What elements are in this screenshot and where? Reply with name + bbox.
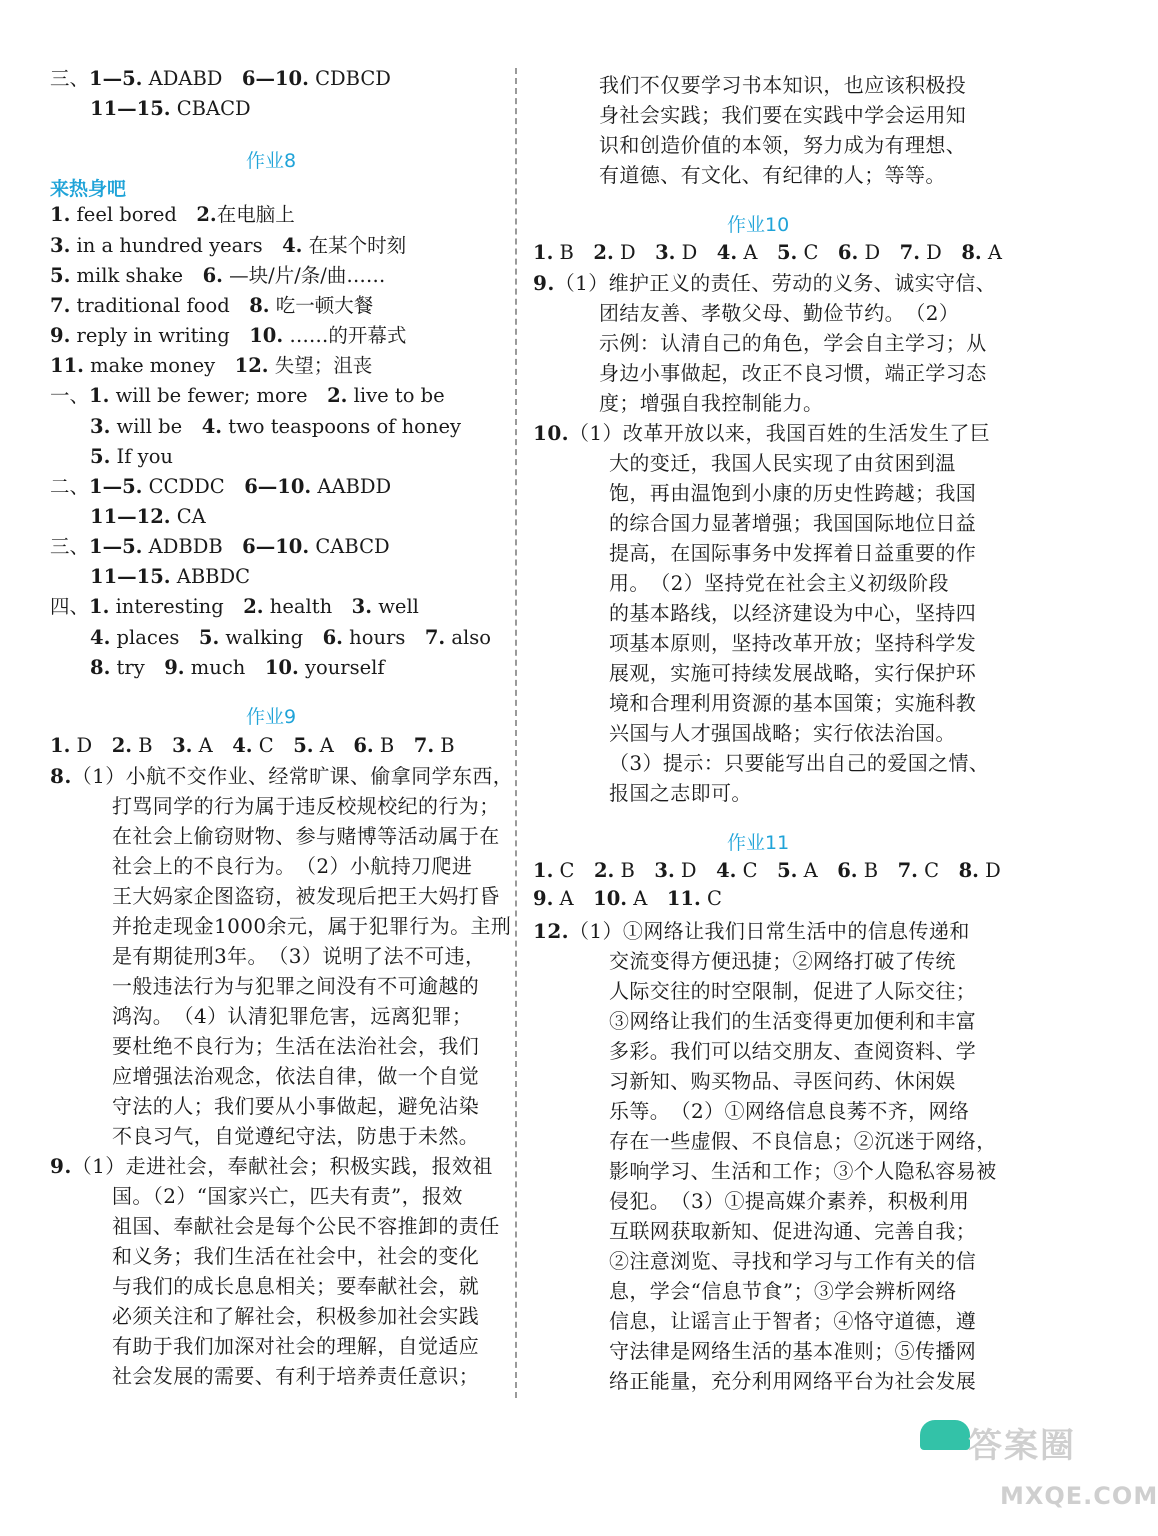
answer-line: 5. milk shake 6. —块/片/条/曲…… bbox=[50, 264, 386, 287]
answer-line: 有助于我们加深对社会的理解，自觉适应 bbox=[112, 1334, 480, 1358]
answer-line: 9.（1）走进社会，奉献社会；积极实践，报效祖 bbox=[50, 1154, 493, 1178]
answer-line: 3. in a hundred years 4. 在某个时刻 bbox=[50, 234, 407, 257]
answer-line: 的基本路线，以经济建设为中心，坚持四 bbox=[609, 601, 977, 625]
answer-line: 存在一些虚假、不良信息；②沉迷于网络， bbox=[609, 1129, 997, 1153]
watermark-logo: 答案圈 bbox=[968, 1426, 1076, 1466]
answer-line: 项基本原则，坚持改革开放；坚持科学发 bbox=[609, 631, 977, 655]
answer-line: 要杜绝不良行为；生活在法治社会，我们 bbox=[112, 1034, 480, 1058]
answer-line: 多彩。我们可以结交朋友、查阅资料、学 bbox=[609, 1039, 977, 1063]
answer-line: 有道德、有文化、有纪律的人；等等。 bbox=[599, 163, 946, 187]
answer-line: 应增强法治观念，依法自律，做一个自觉 bbox=[112, 1064, 480, 1088]
answer-line: 我们不仅要学习书本知识，也应该积极投 bbox=[599, 73, 967, 97]
answer-line: ②注意浏览、寻找和学习与工作有关的信 bbox=[609, 1249, 977, 1273]
section-title: 作业11 bbox=[727, 832, 790, 854]
section-title: 作业10 bbox=[727, 214, 790, 236]
answer-line: 7. traditional food 8. 吃一顿大餐 bbox=[50, 294, 374, 317]
answer-line: 饱，再由温饱到小康的历史性跨越；我国 bbox=[609, 481, 977, 505]
answer-line: 息，学会“信息节食”；③学会辨析网络 bbox=[609, 1279, 957, 1303]
section-title: 作业9 bbox=[246, 706, 297, 728]
answer-line: 络正能量，充分利用网络平台为社会发展 bbox=[609, 1369, 977, 1393]
answer-line: 8.（1）小航不交作业、经常旷课、偷拿同学东西， bbox=[50, 764, 514, 788]
answer-line: ③网络让我们的生活变得更加便利和丰富 bbox=[609, 1009, 977, 1033]
answer-line: 大的变迁，我国人民实现了由贫困到温 bbox=[609, 451, 956, 475]
answer-line: 1. D 2. B 3. A 4. C 5. A 6. B 7. B bbox=[50, 734, 455, 757]
answer-line: 9. reply in writing 10. ……的开幕式 bbox=[50, 324, 407, 347]
column-divider bbox=[515, 68, 517, 1398]
answer-line: 侵犯。 （3）①提高媒介素养，积极利用 bbox=[609, 1189, 970, 1213]
answer-line: 的综合国力显著增强；我国国际地位日益 bbox=[609, 511, 977, 535]
answer-line: 境和合理利用资源的基本国策；实施科教 bbox=[609, 691, 977, 715]
answer-line: 5. If you bbox=[90, 445, 173, 468]
answer-line: 一、1. will be fewer; more 2. live to be bbox=[50, 384, 445, 407]
answer-line: 11—15. ABBDC bbox=[90, 565, 251, 588]
answer-line: 乐等。 （2）①网络信息良莠不齐，网络 bbox=[609, 1099, 970, 1123]
answer-line: 11—12. CA bbox=[90, 505, 206, 528]
answer-line: 是有期徒刑3年。 （3）说明了法不可违， bbox=[112, 944, 486, 968]
answer-line: 报国之志即可。 bbox=[609, 781, 752, 805]
answer-line: 并抢走现金1000余元，属于犯罪行为。主刑 bbox=[112, 914, 512, 938]
answer-line: 祖国、奉献社会是每个公民不容推卸的责任 bbox=[112, 1214, 500, 1238]
answer-line: 在社会上偷窃财物、参与赌博等活动属于在 bbox=[112, 824, 500, 848]
answer-line: 团结友善、孝敬父母、勤俭节约。 （2） bbox=[599, 301, 960, 325]
answer-line: 互联网获取新知、促进沟通、完善自我； bbox=[609, 1219, 977, 1243]
answer-line: 与我们的成长息息相关；要奉献社会，就 bbox=[112, 1274, 480, 1298]
section-title: 作业8 bbox=[246, 150, 297, 172]
answer-line: 交流变得方便迅捷；②网络打破了传统 bbox=[609, 949, 956, 973]
answer-line: 识和创造价值的本领，努力成为有理想、 bbox=[599, 133, 967, 157]
answer-line: 用。 （2）坚持党在社会主义初级阶段 bbox=[609, 571, 949, 595]
answer-line: 习新知、购买物品、寻医问药、休闲娱 bbox=[609, 1069, 956, 1093]
answer-line: 1. C 2. B 3. D 4. C 5. A 6. B 7. C 8. D bbox=[533, 859, 1001, 882]
answer-line: 国。（2）“国家兴亡，匹夫有责”，报效 bbox=[112, 1184, 463, 1208]
answer-line: 三、1—5. ADABD 6—10. CDBCD bbox=[50, 67, 391, 90]
answer-line: 10.（1）改革开放以来，我国百姓的生活发生了巨 bbox=[533, 421, 991, 445]
answer-line: 守法的人；我们要从小事做起，避免沾染 bbox=[112, 1094, 480, 1118]
answer-line: 展观，实施可持续发展战略，实行保护环 bbox=[609, 661, 977, 685]
answer-line: 信息，让谣言止于智者；④恪守道德，遵 bbox=[609, 1309, 977, 1333]
answer-line: 三、1—5. ADBDB 6—10. CABCD bbox=[50, 535, 390, 558]
answer-line: 人际交往的时空限制，促进了人际交往； bbox=[609, 979, 977, 1003]
answer-line: 1. feel bored 2.在电脑上 bbox=[50, 203, 295, 226]
answer-line: 四、1. interesting 2. health 3. well bbox=[50, 595, 419, 618]
answer-line: 9.（1）维护正义的责任、劳动的义务、诚实守信、 bbox=[533, 271, 997, 295]
answer-line: 8. try 9. much 10. yourself bbox=[90, 656, 385, 679]
answer-line: 示例：认清自己的角色，学会自主学习；从 bbox=[599, 331, 987, 355]
answer-line: 11—15. CBACD bbox=[90, 97, 251, 120]
watermark-url: MXQE.COM bbox=[1000, 1482, 1158, 1510]
answer-line: 王大妈家企图盗窃，被发现后把王大妈打昏 bbox=[112, 884, 500, 908]
answer-line: 影响学习、生活和工作；③个人隐私容易被 bbox=[609, 1159, 997, 1183]
answer-line: 3. will be 4. two teaspoons of honey bbox=[90, 415, 462, 438]
answer-line: 9. A 10. A 11. C bbox=[533, 887, 722, 910]
answer-line: 二、1—5. CCDDC 6—10. AABDD bbox=[50, 475, 392, 498]
answer-line: 1. B 2. D 3. D 4. A 5. C 6. D 7. D 8. A bbox=[533, 241, 1002, 264]
answer-line: 打骂同学的行为属于违反校规校纪的行为； bbox=[112, 794, 500, 818]
answer-line: 12.（1）①网络让我们日常生活中的信息传递和 bbox=[533, 919, 970, 943]
answer-line: 兴国与人才强国战略；实行依法治国。 bbox=[609, 721, 956, 745]
answer-line: 守法律是网络生活的基本准则；⑤传播网 bbox=[609, 1339, 977, 1363]
answer-line: 鸿沟。 （4）认清犯罪危害，远离犯罪； bbox=[112, 1004, 473, 1028]
answer-line: 身社会实践；我们要在实践中学会运用知 bbox=[599, 103, 967, 127]
answer-line: 4. places 5. walking 6. hours 7. also bbox=[90, 626, 492, 649]
answer-line: 社会上的不良行为。 （2）小航持刀爬进 bbox=[112, 854, 473, 878]
answer-line: 社会发展的需要、有利于培养责任意识； bbox=[112, 1364, 480, 1388]
page-badge bbox=[920, 1420, 970, 1450]
answer-line: 一般违法行为与犯罪之间没有不可逾越的 bbox=[112, 974, 480, 998]
answer-line: 提高，在国际事务中发挥着日益重要的作 bbox=[609, 541, 977, 565]
answer-line: 度；增强自我控制能力。 bbox=[599, 391, 824, 415]
answer-line: 11. make money 12. 失望；沮丧 bbox=[50, 354, 373, 377]
answer-line: 不良习气，自觉遵纪守法，防患于未然。 bbox=[112, 1124, 480, 1148]
answer-line: 身边小事做起，改正不良习惯，端正学习态 bbox=[599, 361, 987, 385]
answer-line: 必须关注和了解社会，积极参加社会实践 bbox=[112, 1304, 480, 1328]
answer-line: （3）提示：只要能写出自己的爱国之情、 bbox=[609, 751, 990, 775]
answer-line: 和义务；我们生活在社会中，社会的变化 bbox=[112, 1244, 480, 1268]
section-subtitle: 来热身吧 bbox=[50, 178, 127, 200]
